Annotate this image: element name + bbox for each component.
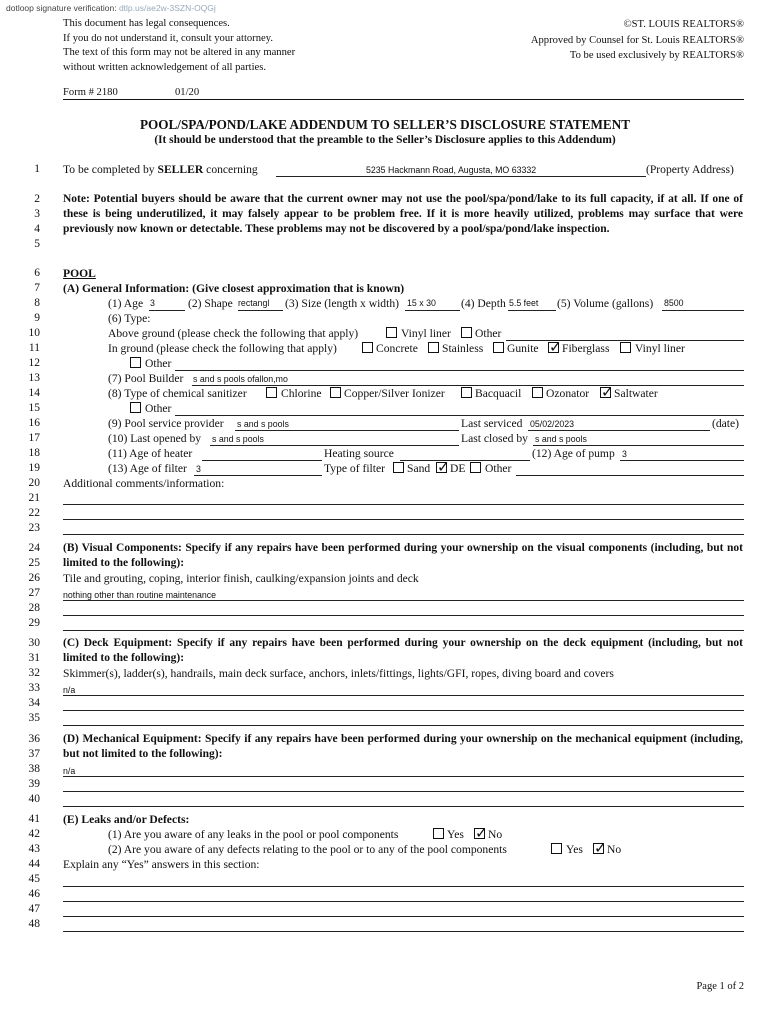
copyright-line: To be used exclusively by REALTORS® — [569, 50, 744, 61]
builder-label: (7) Pool Builder — [108, 372, 184, 385]
defects-no-checkbox[interactable] — [593, 843, 604, 854]
line-number: 26 — [28, 572, 40, 584]
line-number: 4 — [34, 223, 40, 235]
filter-type-label: Type of filter — [324, 462, 385, 475]
type-label: (6) Type: — [108, 312, 151, 325]
explain-yes-label: Explain any “Yes” answers in this section: — [63, 858, 260, 871]
copyright-block — [531, 17, 744, 64]
defects-yes-checkbox[interactable] — [551, 843, 562, 854]
document-title: POOL/SPA/POND/LAKE ADDENDUM TO SELLER’S DISCLOSURE STATEMENT — [139, 117, 631, 132]
service-provider-field[interactable] — [235, 430, 459, 431]
size-label: (3) Size (length x width) — [285, 297, 399, 310]
pump-age-field[interactable] — [620, 460, 744, 461]
buyer-note: Note: Potential buyers should be aware that the current owner may not use the pool/spa/pond/lake to its full capacity, if at all. If one of these is being underutilized, it may falsely appear to be problem free. If it is more heavily utilized, problems may surface that were previously now known or detectable. These problems may not be discovered by a pool/spa/pond/lake inspection. — [63, 193, 743, 235]
last-serviced-field[interactable] — [528, 430, 710, 431]
age-value: 3 — [150, 298, 155, 308]
line-number: 32 — [28, 667, 40, 679]
line-number: 48 — [28, 918, 40, 930]
completed-by-prefix: To be completed by — [63, 163, 155, 176]
deck-answer-line[interactable] — [63, 710, 744, 711]
line-number: 37 — [28, 748, 40, 760]
heating-source-field[interactable] — [400, 460, 530, 461]
line-number: 13 — [28, 372, 40, 384]
line-number: 15 — [28, 402, 40, 414]
volume-value: 8500 — [664, 298, 684, 308]
ozonator-checkbox[interactable] — [532, 387, 543, 398]
visual-components-heading: (B) Visual Components: Specify if any repairs have been performed during your ownership on the visual components (including, but not limited to the following): — [63, 542, 743, 569]
sand-checkbox[interactable] — [393, 462, 404, 473]
in-ground-vinyl-checkbox[interactable] — [620, 342, 631, 353]
ozonator-label: Ozonator — [546, 387, 590, 400]
last-closed-value: s and s pools — [535, 434, 587, 444]
last-opened-label: (10) Last opened by — [108, 432, 202, 445]
gunite-checkbox[interactable] — [493, 342, 504, 353]
line-number: 2 — [34, 193, 40, 205]
verification-link[interactable]: dtlp.us/ae2w-3SZN-OQGj — [118, 3, 216, 13]
visual-components-list: Tile and grouting, coping, interior finish, caulking/expansion joints and deck — [63, 572, 419, 585]
line-number: 12 — [28, 357, 40, 369]
fiberglass-checkbox[interactable] — [548, 342, 559, 353]
line-number: 29 — [28, 617, 40, 629]
line-number: 43 — [28, 843, 40, 855]
line-number: 23 — [28, 522, 40, 534]
line-number: 47 — [28, 903, 40, 915]
line-number: 25 — [28, 557, 40, 569]
visual-answer-line[interactable] — [63, 615, 744, 616]
gunite-label: Gunite — [507, 342, 539, 355]
age-field[interactable] — [149, 310, 185, 311]
concerning-label: concerning — [206, 163, 258, 176]
last-serviced-label: Last serviced — [461, 417, 523, 430]
line-number: 14 — [28, 387, 40, 399]
property-address-label: (Property Address) — [646, 163, 734, 176]
concrete-checkbox[interactable] — [362, 342, 373, 353]
line-number: 11 — [28, 342, 40, 354]
age-label: (1) Age — [108, 297, 144, 310]
line-number: 44 — [28, 858, 40, 870]
in-ground-other-checkbox[interactable] — [130, 357, 141, 368]
form-number-text: Form # 2180 — [63, 87, 118, 98]
line-number: 33 — [28, 682, 40, 694]
size-value: 15 x 30 — [407, 298, 436, 308]
signature-verification — [6, 3, 216, 13]
chlorine-label: Chlorine — [281, 387, 322, 400]
line-number: 39 — [28, 778, 40, 790]
defects-question: (2) Are you aware of any defects relating to the pool or to any of the pool components — [108, 843, 507, 856]
copper-silver-label: Copper/Silver Ionizer — [344, 387, 445, 400]
last-closed-field[interactable] — [533, 445, 744, 446]
visual-answer-line[interactable] — [63, 600, 744, 601]
mechanical-answer-line[interactable] — [63, 791, 744, 792]
service-provider-label: (9) Pool service provider — [108, 417, 224, 430]
line-number: 27 — [28, 587, 40, 599]
in-ground-other-field[interactable] — [175, 370, 744, 371]
copyright-line: ©ST. LOUIS REALTORS® — [623, 19, 744, 30]
filter-other-label: Other — [485, 462, 512, 475]
line-number: 9 — [34, 312, 40, 324]
deck-equipment-answer: n/a — [63, 685, 76, 695]
line-number: 28 — [28, 602, 40, 614]
above-ground-vinyl-label: Vinyl liner — [401, 327, 451, 340]
shape-label: (2) Shape — [188, 297, 233, 310]
explain-line[interactable] — [63, 916, 744, 917]
line-number: 20 — [28, 477, 40, 489]
deck-equipment-list: Skimmer(s), ladder(s), handrails, main deck surface, anchors, inlets/fittings, lights/GFI, ropes, diving board and covers — [63, 667, 614, 680]
defects-yes-label: Yes — [566, 843, 583, 856]
last-closed-label: Last closed by — [461, 432, 528, 445]
line-number: 16 — [28, 417, 40, 429]
copper-silver-checkbox[interactable] — [330, 387, 341, 398]
legal-line: without written acknowledgement of all parties. — [63, 61, 266, 73]
line-number: 46 — [28, 888, 40, 900]
form-date: 01/20 — [175, 87, 200, 98]
bacquacil-checkbox[interactable] — [461, 387, 472, 398]
line-number: 10 — [28, 327, 40, 339]
line-number: 21 — [28, 492, 40, 504]
line-number: 40 — [28, 793, 40, 805]
line-number: 38 — [28, 763, 40, 775]
property-address-field[interactable] — [276, 176, 646, 177]
sanitizer-other-label: Other — [145, 402, 172, 415]
sanitizer-other-checkbox[interactable] — [130, 402, 141, 413]
leaks-defects-heading: (E) Leaks and/or Defects: — [63, 813, 190, 826]
line-number: 5 — [34, 238, 40, 250]
additional-comments-label: Additional comments/information: — [63, 477, 225, 490]
above-ground-vinyl-checkbox[interactable] — [386, 327, 397, 338]
above-ground-other-field[interactable] — [506, 340, 744, 341]
deck-answer-line[interactable] — [63, 695, 744, 696]
line-number: 31 — [28, 652, 40, 664]
saltwater-checkbox[interactable] — [600, 387, 611, 398]
leaks-yes-checkbox[interactable] — [433, 828, 444, 839]
filter-age-label: (13) Age of filter — [108, 462, 187, 475]
builder-field[interactable] — [192, 385, 744, 386]
explain-line[interactable] — [63, 931, 744, 932]
last-opened-value: s and s pools — [212, 434, 264, 444]
in-ground-other-label: Other — [145, 357, 172, 370]
sanitizer-other-field[interactable] — [175, 415, 744, 416]
deck-equipment-heading: (C) Deck Equipment: Specify if any repairs have been performed during your ownership on the deck equipment (including, but not limited to the following): — [63, 637, 743, 664]
defects-no-label: No — [607, 843, 622, 856]
visual-components-answer: nothing other than routine maintenance — [63, 590, 217, 600]
stainless-checkbox[interactable] — [428, 342, 439, 353]
form-number — [63, 87, 200, 98]
shape-value: rectangl — [238, 298, 270, 308]
heating-source-label: Heating source — [324, 447, 394, 460]
pool-heading: POOL — [63, 267, 96, 280]
mechanical-equipment-heading: (D) Mechanical Equipment: Specify if any repairs have been performed during your ownership on the mechanical equipment (including, but not limited to the following): — [63, 733, 743, 760]
filter-other-checkbox[interactable] — [470, 462, 481, 473]
volume-field[interactable] — [662, 310, 744, 311]
line-number: 36 — [28, 733, 40, 745]
legal-line: This document has legal consequences. — [63, 18, 230, 29]
last-opened-field[interactable] — [210, 445, 459, 446]
legal-notice — [63, 17, 295, 75]
shape-field[interactable] — [238, 310, 283, 311]
bacquacil-label: Bacquacil — [475, 387, 522, 400]
line-number: 19 — [28, 462, 40, 474]
line-number: 18 — [28, 447, 40, 459]
verification-label: dotloop signature verification: — [6, 3, 117, 13]
filter-age-field[interactable] — [194, 475, 322, 476]
date-label: (date) — [712, 417, 740, 430]
pump-age-label: (12) Age of pump — [532, 447, 615, 460]
above-ground-label: Above ground (please check the following that apply) — [108, 327, 359, 340]
line-number: 34 — [28, 697, 40, 709]
copyright-line: Approved by Counsel for St. Louis REALTORS® — [530, 34, 744, 46]
legal-line: If you do not understand it, consult your attorney. — [63, 32, 273, 44]
line-number: 41 — [28, 813, 40, 825]
sanitizer-label: (8) Type of chemical sanitizer — [108, 387, 247, 400]
chlorine-checkbox[interactable] — [266, 387, 277, 398]
in-ground-label: In ground (please check the following that apply) — [108, 342, 337, 355]
concrete-label: Concrete — [376, 342, 418, 355]
service-provider-value: s and s pools — [237, 419, 289, 429]
line-number: 6 — [34, 267, 40, 279]
line-number: 22 — [28, 507, 40, 519]
explain-line[interactable] — [63, 886, 744, 887]
depth-label: (4) Depth — [461, 297, 506, 310]
fiberglass-label: Fiberglass — [562, 342, 610, 355]
additional-comments-line[interactable] — [63, 519, 744, 520]
filter-age-value: 3 — [196, 464, 201, 474]
legal-line: The text of this form may not be altered in any manner — [63, 47, 296, 58]
filter-other-field[interactable] — [516, 475, 744, 476]
line-number: 24 — [28, 542, 40, 554]
property-address-value: 5235 Hackmann Road, Augusta, MO 63332 — [366, 165, 537, 175]
stainless-label: Stainless — [442, 342, 484, 355]
leaks-no-checkbox[interactable] — [474, 828, 485, 839]
sand-label: Sand — [407, 462, 431, 475]
line-number: 1 — [34, 163, 40, 175]
pump-age-value: 3 — [622, 449, 627, 459]
above-ground-other-label: Other — [475, 327, 502, 340]
general-info-heading: (A) General Information: (Give closest approximation that is known) — [63, 282, 405, 295]
saltwater-label: Saltwater — [614, 387, 658, 400]
page-number: Page 1 of 2 — [696, 981, 744, 992]
depth-value: 5.5 feet — [509, 298, 539, 308]
completed-by-label — [63, 163, 258, 176]
builder-value: s and s pools ofallon,mo — [193, 374, 288, 384]
de-label: DE — [450, 462, 466, 475]
line-number: 30 — [28, 637, 40, 649]
explain-line[interactable] — [63, 901, 744, 902]
line-number: 45 — [28, 873, 40, 885]
leaks-no-label: No — [488, 828, 503, 841]
above-ground-other-checkbox[interactable] — [461, 327, 472, 338]
volume-label: (5) Volume (gallons) — [557, 297, 654, 310]
deck-answer-line[interactable] — [63, 725, 744, 726]
heater-age-label: (11) Age of heater — [108, 447, 193, 460]
line-number: 35 — [28, 712, 40, 724]
leaks-yes-label: Yes — [447, 828, 464, 841]
seller-label: SELLER — [157, 163, 204, 176]
additional-comments-line[interactable] — [63, 504, 744, 505]
line-number: 42 — [28, 828, 40, 840]
additional-comments-line[interactable] — [63, 534, 744, 535]
line-number: 8 — [34, 297, 40, 309]
mechanical-answer-line[interactable] — [63, 776, 744, 777]
size-field[interactable] — [405, 310, 460, 311]
last-serviced-value: 05/02/2023 — [530, 419, 575, 429]
document-subtitle: (It should be understood that the preamble to the Seller’s Disclosure applies to this Addendum) — [154, 134, 616, 146]
line-number: 7 — [34, 282, 40, 294]
mechanical-equipment-answer: n/a — [63, 766, 76, 776]
leaks-question: (1) Are you aware of any leaks in the pool or pool components — [108, 828, 399, 841]
line-number: 3 — [34, 208, 40, 220]
visual-answer-line[interactable] — [63, 630, 744, 631]
line-number: 17 — [28, 432, 40, 444]
header-divider — [63, 99, 744, 100]
heater-age-field[interactable] — [202, 460, 322, 461]
depth-field[interactable] — [508, 310, 556, 311]
de-checkbox[interactable] — [436, 462, 447, 473]
in-ground-vinyl-label: Vinyl liner — [635, 342, 685, 355]
mechanical-answer-line[interactable] — [63, 806, 744, 807]
